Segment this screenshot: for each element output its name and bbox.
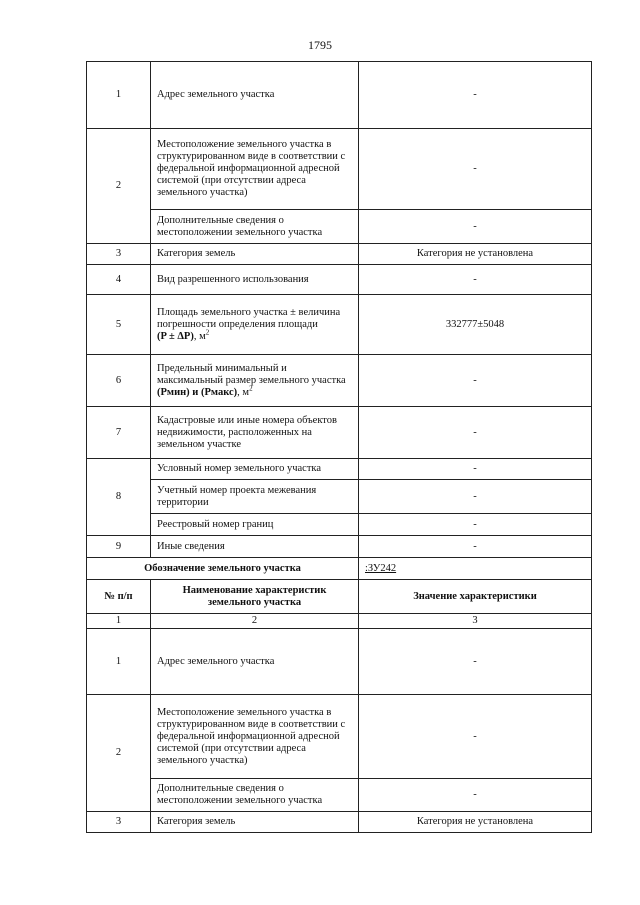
row-number: 1 xyxy=(87,629,151,695)
size-max: (Pмакс) xyxy=(200,386,238,398)
row-number: 7 xyxy=(87,407,151,459)
row-number: 2 xyxy=(87,129,151,244)
table-row xyxy=(87,459,592,480)
row-value: - xyxy=(359,459,592,480)
column-number: 2 xyxy=(151,614,359,629)
table-row xyxy=(87,536,592,558)
row-name: Адрес земельного участка xyxy=(151,629,359,695)
row-value: - xyxy=(359,62,592,129)
row-name: Условный номер земельного участка xyxy=(151,459,359,480)
table-row xyxy=(87,244,592,265)
row-number: 5 xyxy=(87,295,151,355)
row-value: - xyxy=(359,265,592,295)
row-value: - xyxy=(359,480,592,514)
row-name xyxy=(151,355,359,407)
area-label: Площадь земельного участка ± величина погрешности определения площади xyxy=(157,306,341,330)
row-number: 2 xyxy=(87,695,151,812)
row-name: Категория земель xyxy=(151,244,359,265)
table-row xyxy=(87,407,592,459)
row-value: - xyxy=(359,695,592,779)
designation-row xyxy=(87,558,592,580)
unit-power: 2 xyxy=(249,384,253,392)
row-number: 3 xyxy=(87,244,151,265)
column-number: 3 xyxy=(359,614,592,629)
table-row xyxy=(87,210,592,244)
size-label: Предельный минимальный и максимальный размер земельного участка xyxy=(157,362,346,386)
row-name: Дополнительные сведения о местоположении земельного участка xyxy=(151,779,359,812)
row-name: Реестровый номер границ xyxy=(151,514,359,536)
row-value: Категория не установлена xyxy=(359,812,592,833)
table-row xyxy=(87,129,592,210)
column-number: 1 xyxy=(87,614,151,629)
row-value: 332777±5048 xyxy=(359,295,592,355)
row-value: - xyxy=(359,514,592,536)
column-number-row xyxy=(87,614,592,629)
row-name: Местоположение земельного участка в структурированном виде в соответствии с федеральной информационной адресной системой (при отсутствии адреса земельного участка) xyxy=(151,129,359,210)
row-name xyxy=(151,295,359,355)
row-number: 4 xyxy=(87,265,151,295)
header-value: Значение характеристики xyxy=(359,580,592,614)
row-name: Кадастровые или иные номера объектов недвижимости, расположенных на земельном участке xyxy=(151,407,359,459)
size-unit: , м xyxy=(237,386,250,398)
row-name: Иные сведения xyxy=(151,536,359,558)
table-row xyxy=(87,629,592,695)
table-row xyxy=(87,355,592,407)
row-number: 6 xyxy=(87,355,151,407)
table-row xyxy=(87,695,592,779)
row-name: Категория земель xyxy=(151,812,359,833)
table-row xyxy=(87,265,592,295)
area-formula: (P ± ΔP) xyxy=(157,330,194,342)
size-min: (Pмин) xyxy=(157,386,190,398)
row-number: 8 xyxy=(87,459,151,536)
row-name: Местоположение земельного участка в структурированном виде в соответствии с федеральной информационной адресной системой (при отсутствии адреса земельного участка) xyxy=(151,695,359,779)
size-and: и xyxy=(189,386,201,398)
header-number: № п/п xyxy=(87,580,151,614)
row-value: - xyxy=(359,536,592,558)
row-number: 1 xyxy=(87,62,151,129)
table-row xyxy=(87,62,592,129)
row-value: - xyxy=(359,407,592,459)
row-name: Вид разрешенного использования xyxy=(151,265,359,295)
page-number: 1795 xyxy=(308,38,332,52)
row-number: 3 xyxy=(87,812,151,833)
header-name: Наименование характеристик земельного участка xyxy=(151,580,359,614)
row-value: - xyxy=(359,355,592,407)
designation-code: :ЗУ242 xyxy=(359,558,592,580)
table-row xyxy=(87,812,592,833)
header-row xyxy=(87,580,592,614)
designation-label: Обозначение земельного участка xyxy=(87,558,359,580)
row-number: 9 xyxy=(87,536,151,558)
unit-power: 2 xyxy=(205,328,210,336)
row-name: Адрес земельного участка xyxy=(151,62,359,129)
land-plot-table xyxy=(86,61,592,833)
row-name: Учетный номер проекта межевания территории xyxy=(151,480,359,514)
row-value: - xyxy=(359,629,592,695)
row-value: - xyxy=(359,210,592,244)
row-name: Дополнительные сведения о местоположении земельного участка xyxy=(151,210,359,244)
row-value: Категория не установлена xyxy=(359,244,592,265)
table-row xyxy=(87,295,592,355)
row-value: - xyxy=(359,779,592,812)
row-value: - xyxy=(359,129,592,210)
table-row xyxy=(87,514,592,536)
table-row xyxy=(87,779,592,812)
area-unit: , м xyxy=(193,330,206,342)
table-row xyxy=(87,480,592,514)
